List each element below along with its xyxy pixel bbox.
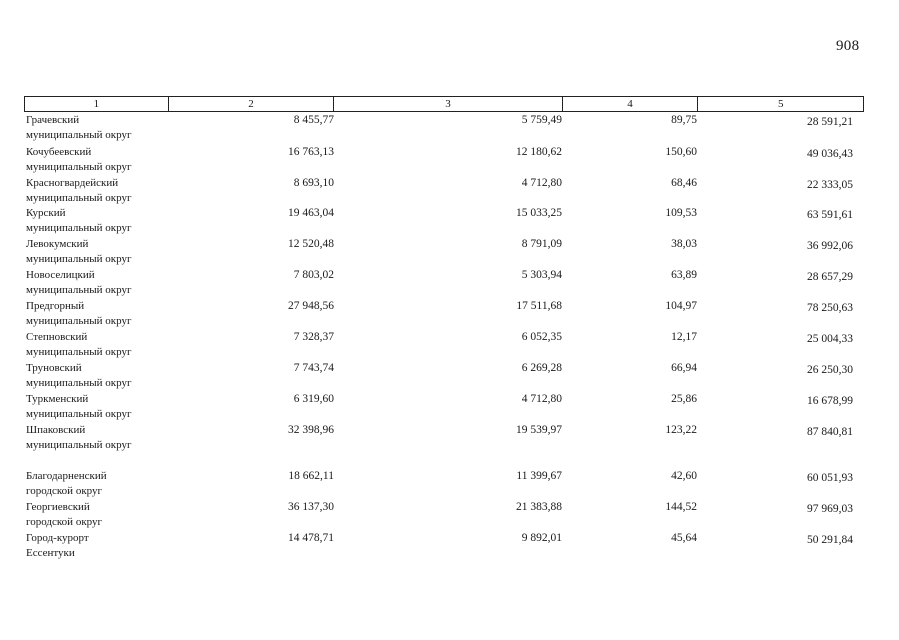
cell-col-5: 22 333,05 — [807, 179, 853, 191]
table-row — [24, 237, 864, 267]
cell-col-5: 63 591,61 — [807, 209, 853, 221]
header-cell-1: 1 — [93, 98, 100, 110]
cell-col-2: 19 463,04 — [288, 207, 334, 219]
cell-col-3: 17 511,68 — [516, 300, 562, 312]
table-row — [24, 268, 864, 298]
cell-col-2: 18 662,11 — [288, 470, 334, 482]
cell-col-5: 49 036,43 — [807, 148, 853, 160]
header-cell-4: 4 — [562, 97, 698, 111]
cell-col-5: 87 840,81 — [807, 426, 853, 438]
cell-col-4: 89,75 — [671, 114, 697, 126]
table-row — [24, 113, 864, 143]
table-row — [24, 361, 864, 391]
table-row — [24, 330, 864, 360]
cell-col-2: 27 948,56 — [288, 300, 334, 312]
row-name: Благодарненский городской округ — [26, 470, 107, 497]
cell-col-2: 36 137,30 — [288, 501, 334, 513]
cell-col-4: 63,89 — [671, 269, 697, 281]
cell-col-3: 21 383,88 — [516, 501, 562, 513]
cell-col-5: 28 657,29 — [807, 271, 853, 283]
cell-col-3: 5 759,49 — [521, 114, 562, 126]
cell-col-4: 25,86 — [671, 393, 697, 405]
cell-col-2: 8 455,77 — [293, 114, 334, 126]
cell-col-5: 78 250,63 — [807, 302, 853, 314]
cell-col-2: 32 398,96 — [288, 424, 334, 436]
page-number: 908 — [836, 38, 860, 54]
row-name: Город-курорт Ессентуки — [26, 532, 89, 559]
table-row — [24, 531, 864, 561]
table-row — [24, 145, 864, 175]
row-name: Левокумский муниципальный округ — [26, 238, 132, 265]
cell-col-4: 104,97 — [665, 300, 697, 312]
row-name: Грачевский муниципальный округ — [26, 114, 132, 141]
cell-col-4: 68,46 — [671, 177, 697, 189]
cell-col-2: 7 328,37 — [293, 331, 334, 343]
header-cell-5: 5 — [697, 97, 863, 111]
row-name: Курский муниципальный округ — [26, 207, 132, 234]
cell-col-4: 109,53 — [665, 207, 697, 219]
row-name: Предгорный муниципальный округ — [26, 300, 132, 327]
row-name: Степновский муниципальный округ — [26, 331, 132, 358]
row-name: Труновский муниципальный округ — [26, 362, 132, 389]
cell-col-5: 28 591,21 — [807, 116, 853, 128]
cell-col-5: 26 250,30 — [807, 364, 853, 376]
cell-col-3: 5 303,94 — [521, 269, 562, 281]
cell-col-3: 4 712,80 — [521, 177, 562, 189]
row-name: Красногвардейский муниципальный округ — [26, 177, 132, 204]
table-row — [24, 423, 864, 453]
cell-col-3: 8 791,09 — [521, 238, 562, 250]
cell-col-4: 45,64 — [671, 532, 697, 544]
cell-col-4: 144,52 — [665, 501, 697, 513]
cell-col-3: 6 269,28 — [521, 362, 562, 374]
cell-col-4: 12,17 — [671, 331, 697, 343]
cell-col-3: 6 052,35 — [521, 331, 562, 343]
table-row — [24, 299, 864, 329]
table-row — [24, 469, 864, 499]
cell-col-3: 9 892,01 — [521, 532, 562, 544]
cell-col-4: 42,60 — [671, 470, 697, 482]
table-header-row — [24, 96, 864, 112]
cell-col-2: 16 763,13 — [288, 146, 334, 158]
cell-col-3: 19 539,97 — [516, 424, 562, 436]
cell-col-5: 50 291,84 — [807, 534, 853, 546]
cell-col-2: 12 520,48 — [288, 238, 334, 250]
cell-col-3: 12 180,62 — [516, 146, 562, 158]
cell-col-5: 16 678,99 — [807, 395, 853, 407]
cell-col-5: 36 992,06 — [807, 240, 853, 252]
cell-col-4: 123,22 — [665, 424, 697, 436]
cell-col-2: 6 319,60 — [293, 393, 334, 405]
row-name: Туркменский муниципальный округ — [26, 393, 132, 420]
table-row — [24, 500, 864, 530]
cell-col-5: 25 004,33 — [807, 333, 853, 345]
header-cell-2: 2 — [168, 97, 334, 111]
cell-col-2: 14 478,71 — [288, 532, 334, 544]
table-row — [24, 206, 864, 236]
cell-col-2: 7 743,74 — [293, 362, 334, 374]
table-row — [24, 392, 864, 422]
row-name: Георгиевский городской округ — [26, 501, 103, 528]
header-cell-3: 3 — [333, 97, 561, 111]
cell-col-5: 60 051,93 — [807, 472, 853, 484]
cell-col-3: 11 399,67 — [516, 470, 562, 482]
budget-table — [24, 96, 864, 559]
cell-col-3: 15 033,25 — [516, 207, 562, 219]
row-name: Шпаковский муниципальный округ — [26, 424, 132, 451]
row-name: Новоселицкий муниципальный округ — [26, 269, 132, 296]
cell-col-5: 97 969,03 — [807, 503, 853, 515]
cell-col-2: 7 803,02 — [293, 269, 334, 281]
row-name: Кочубеевский муниципальный округ — [26, 146, 132, 173]
table-row — [24, 176, 864, 206]
cell-col-2: 8 693,10 — [293, 177, 334, 189]
cell-col-4: 150,60 — [665, 146, 697, 158]
cell-col-3: 4 712,80 — [521, 393, 562, 405]
cell-col-4: 38,03 — [671, 238, 697, 250]
cell-col-4: 66,94 — [671, 362, 697, 374]
